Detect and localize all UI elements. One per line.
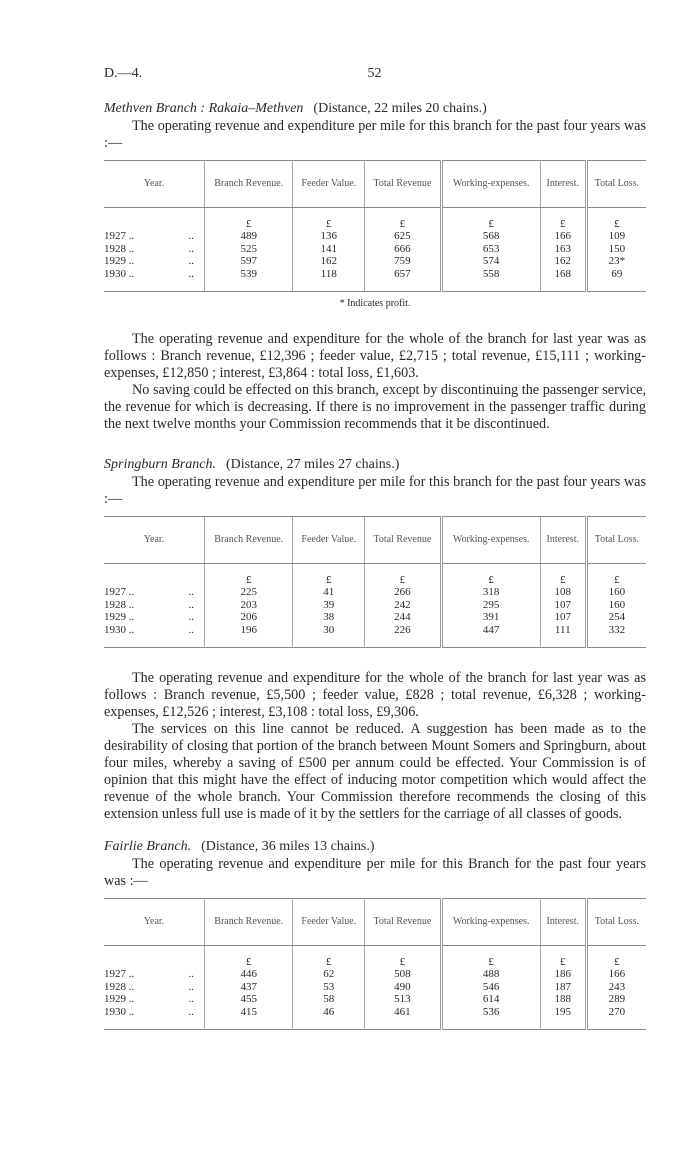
leader-dots: .. (188, 598, 194, 611)
column-header: Year. (104, 517, 205, 564)
value-cell (293, 268, 365, 291)
value-cell (441, 268, 540, 291)
column-header: Feeder Value. (293, 517, 365, 564)
branch-section (104, 100, 646, 433)
document-reference: D.—4. (104, 66, 143, 81)
table-row (104, 969, 646, 982)
cell-value: 107 (554, 611, 571, 624)
value-cell (293, 599, 365, 612)
cell-value: 160 (608, 586, 626, 599)
leader-dots: .. (188, 255, 194, 268)
cell-value: 160 (608, 598, 626, 611)
cell-value: 186 (554, 968, 571, 981)
value-cell (586, 994, 646, 1007)
value-cell (205, 268, 293, 291)
column-header: Feeder Value. (293, 161, 365, 208)
cell-value: 597 (240, 255, 257, 268)
table-row (104, 256, 646, 269)
value-cell (441, 969, 540, 982)
value-cell (365, 256, 442, 269)
section-title-italic: Fairlie Branch. (104, 839, 192, 854)
table-footnote: * Indicates profit. (339, 297, 411, 309)
year-label: 1930 .. (104, 623, 135, 636)
value-cell (365, 587, 442, 600)
cell-value: 546 (482, 980, 500, 993)
cell-value: 243 (608, 980, 626, 993)
column-header: Total Loss. (586, 161, 646, 208)
value-cell (205, 624, 293, 647)
year-cell (104, 243, 205, 256)
value-cell (365, 969, 442, 982)
cell-value: 168 (554, 267, 571, 280)
cell-value: 46 (323, 1005, 335, 1018)
cell-value: 111 (554, 623, 571, 636)
cell-value: 225 (240, 586, 257, 599)
cell-value: 415 (240, 1005, 257, 1018)
table-row (104, 587, 646, 600)
cell-value: 447 (482, 623, 500, 636)
cell-value: 266 (394, 586, 411, 599)
year-cell (104, 612, 205, 625)
cell-value: 318 (482, 586, 500, 599)
value-cell (205, 243, 293, 256)
leader-dots: .. (188, 968, 194, 981)
value-cell (540, 981, 586, 994)
cell-value: 150 (608, 242, 626, 255)
column-header: Interest. (540, 517, 586, 564)
value-cell (586, 624, 646, 647)
year-cell (104, 256, 205, 269)
value-cell (293, 969, 365, 982)
body-paragraph: The services on this line cannot be reduced. A suggestion has been made as to the desirability of closing that portion of the branch between Mount Somers and Springburn, about four miles, whereby a saving of £500 per annum could be effected. Your Commission is of opinion that this might have the effect of inducing motor competition which would affect the revenue of the whole branch. Your Commission therefore recommends the closing of this extension unless full use is made of it by the settlers for the carriage of all classes of goods. (104, 720, 646, 822)
cell-value: 203 (240, 598, 257, 611)
leader-dots: .. (188, 993, 194, 1006)
cell-value: 295 (482, 598, 500, 611)
column-header: Feeder Value. (293, 899, 365, 946)
value-cell (540, 994, 586, 1007)
cell-value: 666 (394, 242, 411, 255)
column-header: Total Revenue (365, 161, 442, 208)
value-cell (365, 612, 442, 625)
year-cell (104, 599, 205, 612)
cell-value: 41 (323, 586, 335, 599)
column-header: Branch Revenue. (205, 161, 293, 208)
column-header: Working-expenses. (441, 161, 540, 208)
value-cell (365, 981, 442, 994)
column-header: Branch Revenue. (205, 899, 293, 946)
table-row (104, 243, 646, 256)
cell-value: 163 (554, 242, 571, 255)
cell-value: 270 (608, 1005, 626, 1018)
cell-value: 141 (320, 242, 338, 255)
year-label: 1927 .. (104, 586, 135, 599)
cell-value: 187 (554, 980, 571, 993)
value-cell (365, 243, 442, 256)
value-cell (441, 981, 540, 994)
value-cell (586, 969, 646, 982)
value-cell (293, 1006, 365, 1029)
value-cell (293, 994, 365, 1007)
value-cell (205, 612, 293, 625)
section-title-distance: (Distance, 27 miles 27 chains.) (226, 457, 400, 472)
value-cell (586, 1006, 646, 1029)
body-paragraph: The operating revenue and expenditure for the whole of the branch for last year was as follows : Branch revenue, £5,500 ; feeder value, £828 ; total revenue, £6,328 ; working-expenses, £12,526 ; interest, £3,108 : total loss, £9,306. (104, 669, 646, 720)
body-paragraph: No saving could be effected on this branch, except by discontinuing the passenger service, the revenue for which is decreasing. If there is no improvement in the passenger traffic during the next twelve months your Commission recommends that it be discontinued. (104, 381, 646, 432)
value-cell (540, 612, 586, 625)
blank-cell (104, 208, 205, 231)
cell-value: 653 (482, 242, 500, 255)
cell-value: 254 (608, 611, 626, 624)
branch-section (104, 456, 646, 823)
year-cell (104, 231, 205, 244)
cell-value: 188 (554, 993, 571, 1006)
year-label: 1929 .. (104, 255, 135, 268)
column-header: Total Loss. (586, 517, 646, 564)
value-cell (540, 256, 586, 269)
value-cell (586, 268, 646, 291)
section-intro: The operating revenue and expenditure per mile for this Branch for the past four years was :— (104, 856, 646, 889)
currency-symbol: £ (441, 208, 540, 231)
value-cell (441, 256, 540, 269)
year-label: 1930 .. (104, 267, 135, 280)
value-cell (586, 256, 646, 269)
year-label: 1928 .. (104, 980, 135, 993)
value-cell (441, 599, 540, 612)
value-cell (540, 599, 586, 612)
cell-value: 461 (394, 1005, 411, 1018)
value-cell (205, 256, 293, 269)
cell-value: 437 (240, 980, 257, 993)
table-row (104, 1006, 646, 1029)
value-cell (540, 969, 586, 982)
section-title-italic: Methven Branch : Rakaia–Methven (104, 101, 304, 116)
value-cell (586, 599, 646, 612)
column-header: Branch Revenue. (205, 517, 293, 564)
currency-symbol: £ (586, 208, 646, 231)
section-title-distance: (Distance, 22 miles 20 chains.) (313, 101, 487, 116)
leader-dots: .. (188, 980, 194, 993)
year-label: 1928 .. (104, 242, 135, 255)
cell-value: 107 (554, 598, 571, 611)
year-cell (104, 994, 205, 1007)
value-cell (293, 612, 365, 625)
value-cell (365, 624, 442, 647)
currency-symbol: £ (441, 564, 540, 587)
cell-value: 446 (240, 968, 257, 981)
section-title (104, 100, 646, 118)
currency-symbol: £ (205, 208, 293, 231)
column-header: Total Revenue (365, 517, 442, 564)
year-label: 1927 .. (104, 230, 135, 243)
page-header (104, 66, 645, 86)
blank-cell (104, 946, 205, 969)
leader-dots: .. (188, 623, 194, 636)
year-label: 1930 .. (104, 1005, 135, 1018)
value-cell (205, 994, 293, 1007)
value-cell (540, 268, 586, 291)
cell-value: 525 (240, 242, 257, 255)
cell-value: 39 (323, 598, 335, 611)
column-header: Working-expenses. (441, 899, 540, 946)
cell-value: 53 (323, 980, 335, 993)
column-header: Total Loss. (586, 899, 646, 946)
year-cell (104, 969, 205, 982)
currency-symbol: £ (293, 208, 365, 231)
value-cell (586, 231, 646, 244)
value-cell (293, 981, 365, 994)
value-cell (441, 243, 540, 256)
cell-value: 289 (608, 993, 626, 1006)
value-cell (540, 1006, 586, 1029)
currency-symbol: £ (540, 946, 586, 969)
section-title (104, 456, 646, 474)
value-cell (365, 231, 442, 244)
cell-value: 69 (611, 267, 623, 280)
revenue-table (104, 160, 646, 292)
cell-value: 536 (482, 1005, 500, 1018)
year-label: 1929 .. (104, 611, 135, 624)
branch-section (104, 838, 646, 1030)
currency-symbol: £ (365, 208, 442, 231)
section-intro: The operating revenue and expenditure per mile for this branch for the past four years was :— (104, 118, 646, 151)
value-cell (540, 231, 586, 244)
section-title (104, 838, 646, 856)
cell-value: 23* (608, 255, 626, 268)
cell-value: 759 (394, 255, 411, 268)
cell-value: 489 (240, 230, 257, 243)
value-cell (441, 994, 540, 1007)
section-title-distance: (Distance, 36 miles 13 chains.) (201, 839, 375, 854)
value-cell (293, 243, 365, 256)
value-cell (205, 587, 293, 600)
value-cell (205, 1006, 293, 1029)
cell-value: 332 (608, 623, 626, 636)
cell-value: 455 (240, 993, 257, 1006)
cell-value: 162 (320, 255, 338, 268)
cell-value: 568 (482, 230, 500, 243)
cell-value: 657 (394, 267, 411, 280)
cell-value: 539 (240, 267, 257, 280)
year-cell (104, 981, 205, 994)
value-cell (293, 587, 365, 600)
currency-symbol: £ (205, 946, 293, 969)
cell-value: 196 (240, 623, 257, 636)
value-cell (540, 243, 586, 256)
year-label: 1929 .. (104, 993, 135, 1006)
table-row (104, 981, 646, 994)
column-header: Interest. (540, 161, 586, 208)
revenue-table (104, 516, 646, 648)
column-header: Total Revenue (365, 899, 442, 946)
year-label: 1928 .. (104, 598, 135, 611)
value-cell (441, 612, 540, 625)
cell-value: 166 (608, 968, 626, 981)
year-cell (104, 624, 205, 647)
value-cell (365, 994, 442, 1007)
leader-dots: .. (188, 242, 194, 255)
cell-value: 108 (554, 586, 571, 599)
year-cell (104, 268, 205, 291)
leader-dots: .. (188, 1005, 194, 1018)
cell-value: 625 (394, 230, 411, 243)
year-cell (104, 1006, 205, 1029)
leader-dots: .. (188, 611, 194, 624)
table-row (104, 612, 646, 625)
value-cell (441, 231, 540, 244)
currency-symbol: £ (365, 946, 442, 969)
section-intro: The operating revenue and expenditure per mile for this branch for the past four years was :— (104, 474, 646, 507)
value-cell (293, 256, 365, 269)
section-title-italic: Springburn Branch. (104, 457, 216, 472)
page-number: 52 (367, 66, 382, 81)
value-cell (540, 624, 586, 647)
table-row (104, 599, 646, 612)
cell-value: 62 (323, 968, 335, 981)
cell-value: 195 (554, 1005, 571, 1018)
cell-value: 136 (320, 230, 338, 243)
table-row (104, 994, 646, 1007)
column-header: Year. (104, 899, 205, 946)
cell-value: 206 (240, 611, 257, 624)
body-paragraph: The operating revenue and expenditure for the whole of the branch for last year was as follows : Branch revenue, £12,396 ; feeder value, £2,715 ; total revenue, £15,111 ; working-expenses, £12,850 ; interest, £3,864 : total loss, £1,603. (104, 330, 646, 381)
value-cell (365, 599, 442, 612)
currency-symbol: £ (540, 208, 586, 231)
value-cell (586, 587, 646, 600)
cell-value: 558 (482, 267, 500, 280)
year-label: 1927 .. (104, 968, 135, 981)
leader-dots: .. (188, 267, 194, 280)
cell-value: 58 (323, 993, 335, 1006)
value-cell (441, 624, 540, 647)
currency-symbol: £ (205, 564, 293, 587)
value-cell (205, 969, 293, 982)
cell-value: 109 (608, 230, 626, 243)
leader-dots: .. (188, 230, 194, 243)
currency-symbol: £ (293, 946, 365, 969)
table-row (104, 268, 646, 291)
value-cell (205, 981, 293, 994)
value-cell (293, 231, 365, 244)
currency-symbol: £ (441, 946, 540, 969)
cell-value: 162 (554, 255, 571, 268)
cell-value: 30 (323, 623, 335, 636)
cell-value: 118 (320, 267, 337, 280)
value-cell (586, 981, 646, 994)
leader-dots: .. (188, 586, 194, 599)
currency-symbol: £ (540, 564, 586, 587)
value-cell (293, 624, 365, 647)
value-cell (441, 1006, 540, 1029)
blank-cell (104, 564, 205, 587)
cell-value: 226 (394, 623, 411, 636)
value-cell (365, 1006, 442, 1029)
currency-symbol: £ (365, 564, 442, 587)
cell-value: 391 (482, 611, 500, 624)
cell-value: 488 (482, 968, 500, 981)
value-cell (205, 231, 293, 244)
revenue-table (104, 898, 646, 1030)
column-header: Interest. (540, 899, 586, 946)
currency-symbol: £ (293, 564, 365, 587)
currency-symbol: £ (586, 564, 646, 587)
cell-value: 490 (394, 980, 411, 993)
value-cell (540, 587, 586, 600)
table-row (104, 624, 646, 647)
currency-symbol: £ (586, 946, 646, 969)
table-row (104, 231, 646, 244)
cell-value: 614 (482, 993, 500, 1006)
cell-value: 574 (482, 255, 500, 268)
value-cell (586, 243, 646, 256)
cell-value: 513 (394, 993, 411, 1006)
year-cell (104, 587, 205, 600)
cell-value: 508 (394, 968, 411, 981)
value-cell (586, 612, 646, 625)
cell-value: 244 (394, 611, 411, 624)
value-cell (205, 599, 293, 612)
cell-value: 242 (394, 598, 411, 611)
cell-value: 166 (554, 230, 571, 243)
value-cell (365, 268, 442, 291)
cell-value: 38 (323, 611, 335, 624)
value-cell (441, 587, 540, 600)
column-header: Working-expenses. (441, 517, 540, 564)
column-header: Year. (104, 161, 205, 208)
